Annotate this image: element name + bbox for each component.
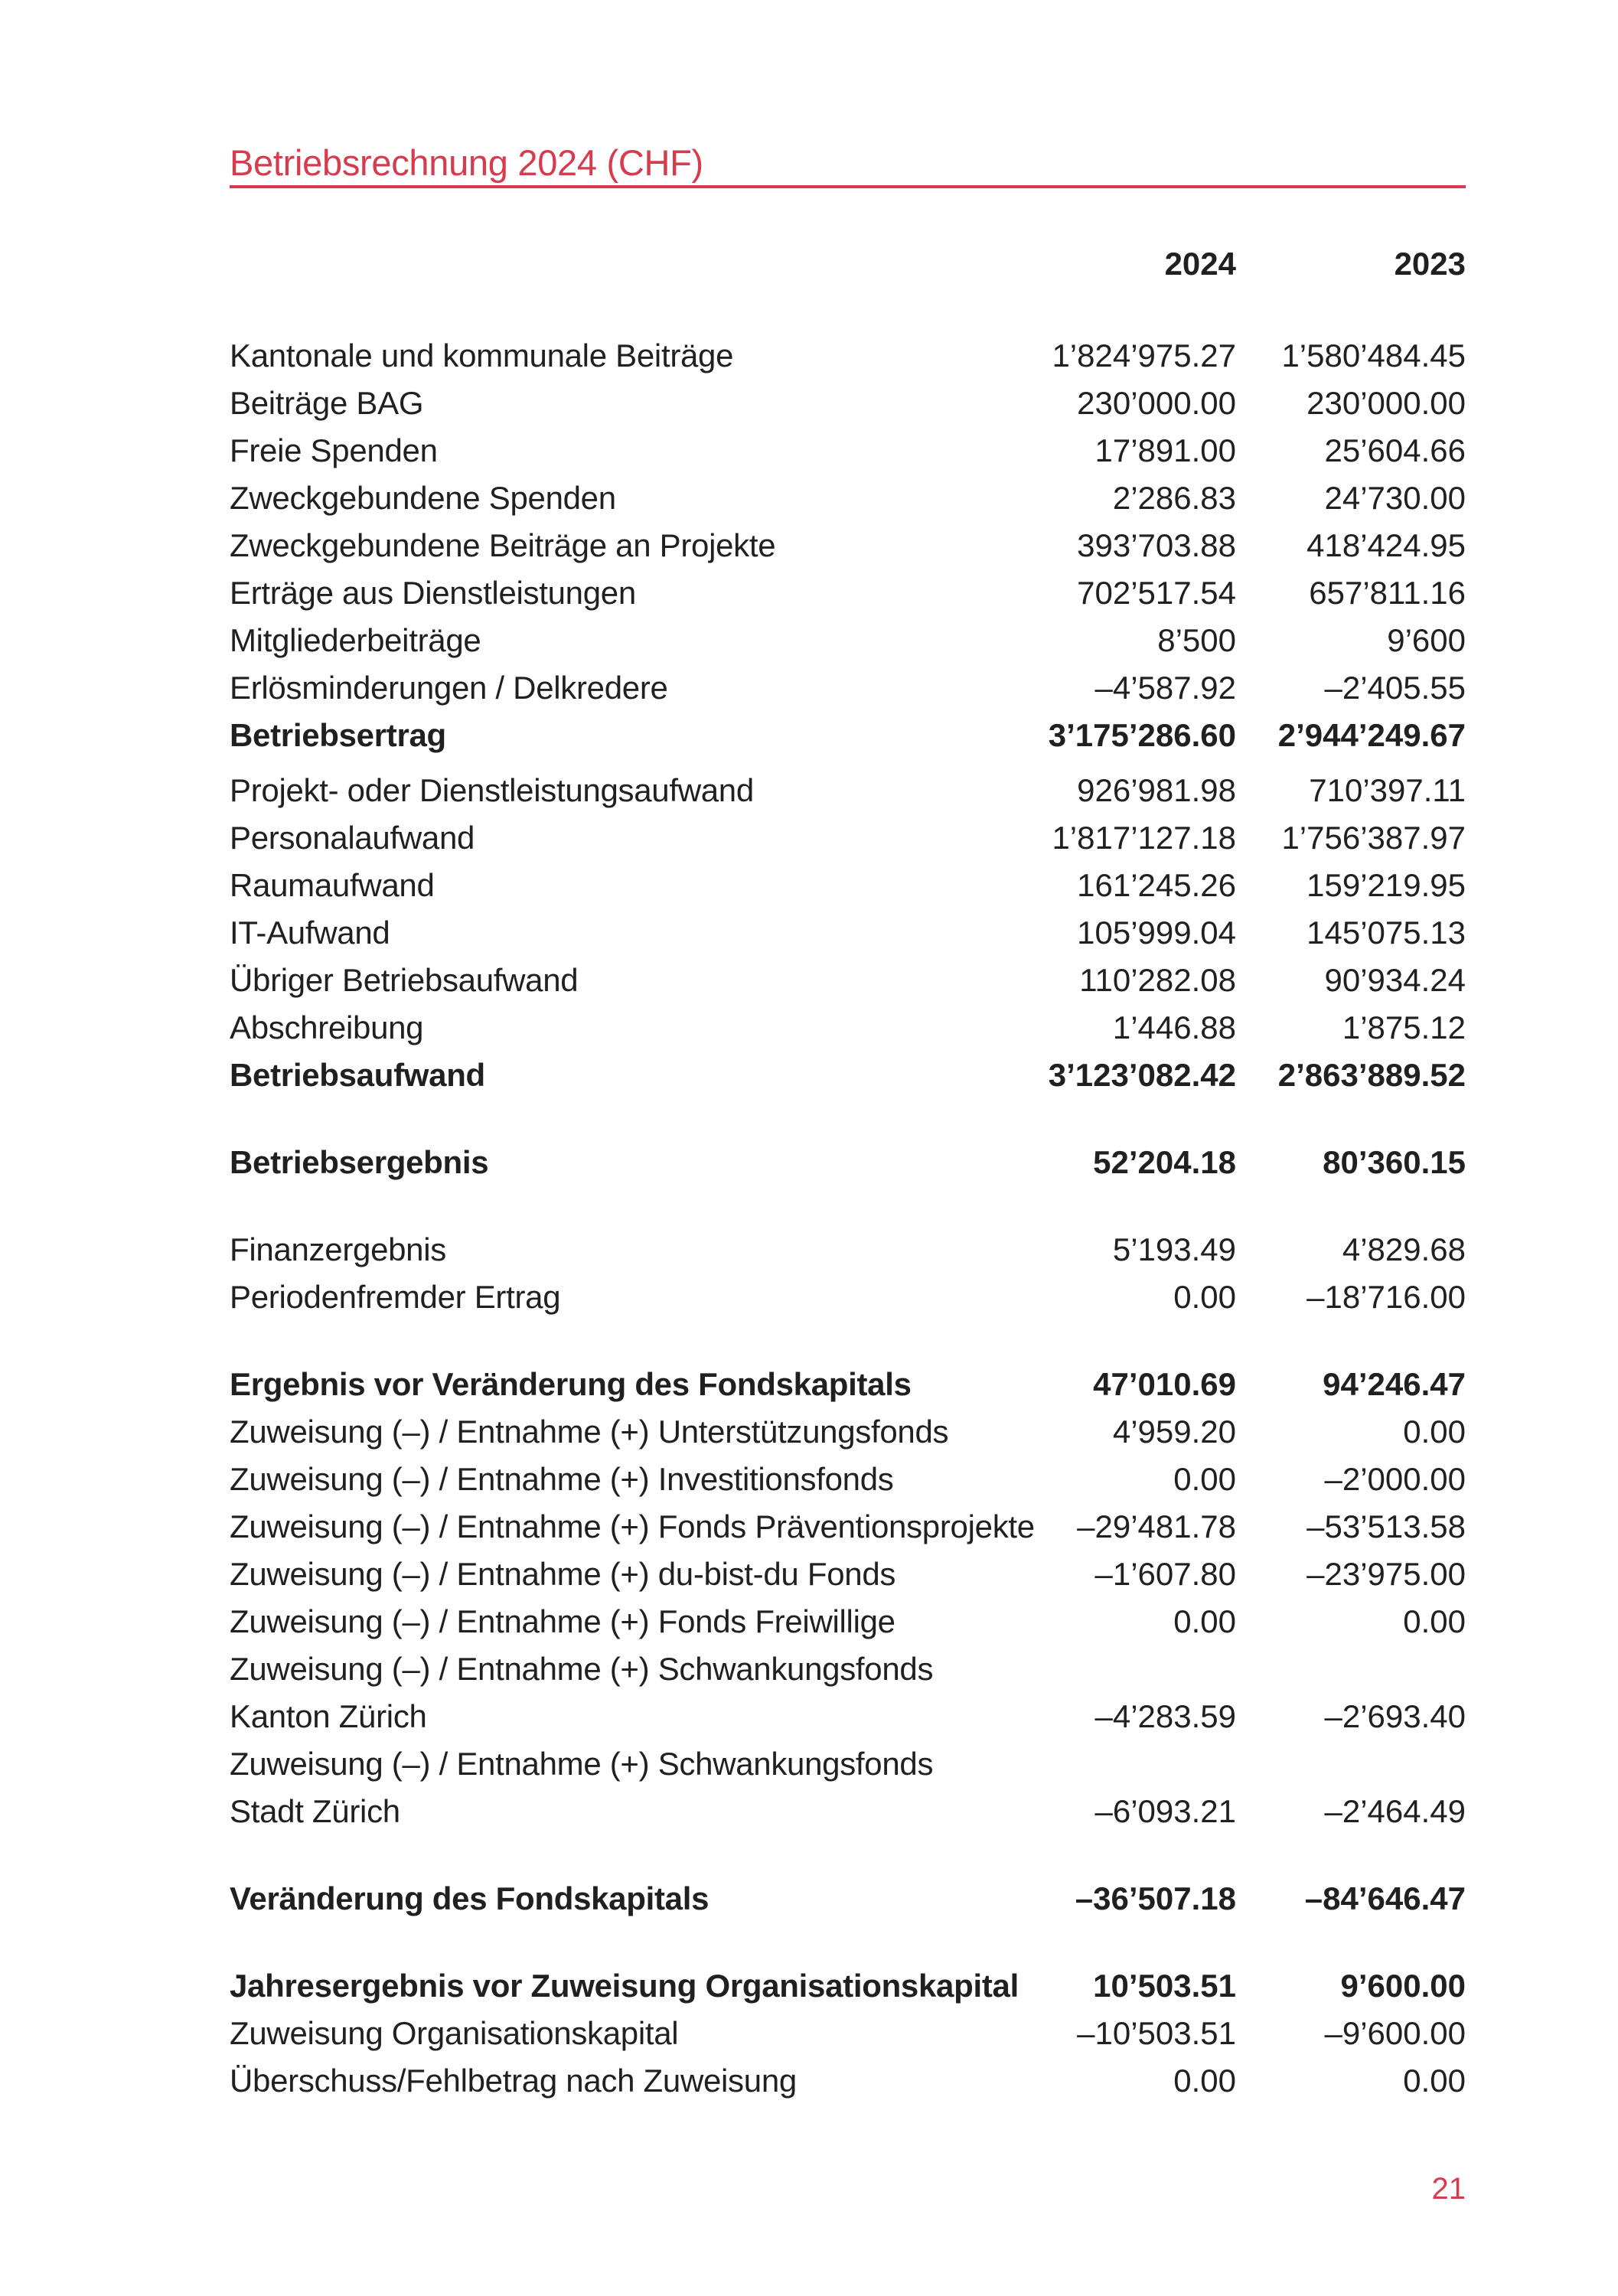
row-label: IT-Aufwand (230, 915, 390, 951)
value-2023: 9’600.00 (1340, 1968, 1466, 2004)
row-label: Personalaufwand (230, 820, 475, 856)
value-2023: 710’397.11 (1309, 772, 1466, 808)
row-label: Raumaufwand (230, 867, 435, 903)
page-content (230, 0, 1466, 2105)
row-label: Zuweisung (–) / Entnahme (+) Investitionsfonds (230, 1461, 894, 1497)
row-label: Kantonale und kommunale Beiträge (230, 338, 734, 373)
value-2024: 17’891.00 (1094, 432, 1236, 468)
value-2024: –10’503.51 (1077, 2015, 1236, 2051)
row-label: Zuweisung (–) / Entnahme (+) Schwankungsfonds (230, 1651, 934, 1687)
value-2024: 8’500 (1157, 622, 1236, 658)
page-number: 21 (1431, 2172, 1466, 2206)
value-2023: 1’580’484.45 (1281, 338, 1466, 373)
value-2023: 230’000.00 (1306, 385, 1466, 421)
table-row (230, 1408, 1466, 1456)
value-2023: 4’829.68 (1342, 1231, 1466, 1267)
table-row (230, 1004, 1466, 1052)
value-2023: 25’604.66 (1324, 432, 1466, 468)
value-2024: 3’123’082.42 (1048, 1057, 1236, 1093)
row-label: Erträge aus Dienstleistungen (230, 575, 636, 611)
value-2023: –53’513.58 (1306, 1508, 1466, 1544)
table-row (230, 1226, 1466, 1274)
column-header-2023: 2023 (1394, 246, 1466, 282)
table-row (230, 1551, 1466, 1598)
value-2024: 1’446.88 (1112, 1009, 1236, 1045)
value-2024: 230’000.00 (1077, 385, 1236, 421)
value-2024: 1’817’127.18 (1052, 820, 1236, 856)
value-2024: 0.00 (1173, 2063, 1236, 2099)
value-2024: 5’193.49 (1112, 1231, 1236, 1267)
table-column-headers (230, 240, 1466, 288)
value-2023: 657’811.16 (1309, 575, 1466, 611)
table-row (230, 814, 1466, 862)
row-label: Zuweisung (–) / Entnahme (+) du-bist-du Fonds (230, 1556, 896, 1592)
row-label: Zuweisung (–) / Entnahme (+) Fonds Präventionsprojekte (230, 1508, 1035, 1544)
value-2023: 2’944’249.67 (1277, 717, 1466, 753)
value-2023: 0.00 (1403, 2063, 1466, 2099)
value-2024: 0.00 (1173, 1279, 1236, 1315)
row-label: Erlösminderungen / Delkredere (230, 670, 668, 706)
value-2024: 4’959.20 (1112, 1414, 1236, 1450)
row-label: Überschuss/Fehlbetrag nach Zuweisung (230, 2063, 797, 2099)
table-row (230, 427, 1466, 475)
value-2023: –23’975.00 (1306, 1556, 1466, 1592)
row-label: Zuweisung Organisationskapital (230, 2015, 679, 2051)
column-header-2024: 2024 (1164, 246, 1236, 282)
row-label: Finanzergebnis (230, 1231, 446, 1267)
table-row (230, 569, 1466, 617)
value-2024: 702’517.54 (1077, 575, 1236, 611)
table-row (230, 1875, 1466, 1923)
row-label: Mitgliederbeiträge (230, 622, 481, 658)
value-2023: –2’000.00 (1324, 1461, 1466, 1497)
value-2023: –18’716.00 (1306, 1279, 1466, 1315)
row-label: Beiträge BAG (230, 385, 424, 421)
page-title: Betriebsrechnung 2024 (CHF) (230, 142, 703, 183)
table-row (230, 1788, 1466, 1835)
value-2024: 0.00 (1173, 1603, 1236, 1639)
table-row (230, 475, 1466, 522)
value-2024: 52’204.18 (1093, 1144, 1236, 1180)
table-row (230, 1962, 1466, 2010)
row-label: Stadt Zürich (230, 1793, 400, 1829)
row-label: Zuweisung (–) / Entnahme (+) Unterstützungsfonds (230, 1414, 949, 1450)
title-rule (230, 185, 1466, 188)
row-label: Veränderung des Fondskapitals (230, 1880, 710, 1916)
value-2023: –2’405.55 (1324, 670, 1466, 706)
row-label: Jahresergebnis vor Zuweisung Organisationskapital (230, 1968, 1019, 2004)
row-label: Zweckgebundene Spenden (230, 480, 616, 516)
table-row (230, 767, 1466, 814)
table-row (230, 1503, 1466, 1551)
value-2023: 145’075.13 (1306, 915, 1466, 951)
value-2024: –1’607.80 (1094, 1556, 1236, 1592)
value-2024: 0.00 (1173, 1461, 1236, 1497)
value-2023: 1’875.12 (1342, 1009, 1466, 1045)
value-2024: 926’981.98 (1077, 772, 1236, 808)
table-row (230, 909, 1466, 957)
row-label: Projekt- oder Dienstleistungsaufwand (230, 772, 754, 808)
row-label: Periodenfremder Ertrag (230, 1279, 561, 1315)
row-label: Zuweisung (–) / Entnahme (+) Fonds Freiwillige (230, 1603, 895, 1639)
value-2023: 418’424.95 (1306, 527, 1466, 563)
value-2023: 24’730.00 (1324, 480, 1466, 516)
value-2024: 3’175’286.60 (1048, 717, 1236, 753)
value-2024: 2’286.83 (1112, 480, 1236, 516)
table-row (230, 957, 1466, 1004)
value-2023: –2’693.40 (1324, 1698, 1466, 1734)
row-label: Betriebsaufwand (230, 1057, 485, 1093)
value-2024: 1’824’975.27 (1052, 338, 1236, 373)
table-row (230, 1361, 1466, 1408)
table-row (230, 1598, 1466, 1645)
row-label: Zweckgebundene Beiträge an Projekte (230, 527, 776, 563)
value-2023: 9’600 (1387, 622, 1466, 658)
row-label: Freie Spenden (230, 432, 438, 468)
table-row (230, 2057, 1466, 2105)
table-row (230, 1740, 1466, 1788)
table-row (230, 1052, 1466, 1099)
table-row (230, 332, 1466, 380)
table-row (230, 2010, 1466, 2057)
table-row (230, 1693, 1466, 1740)
value-2023: 159’219.95 (1306, 867, 1466, 903)
value-2023: –9’600.00 (1324, 2015, 1466, 2051)
value-2023: 90’934.24 (1324, 962, 1466, 998)
table-row (230, 664, 1466, 712)
value-2023: 0.00 (1403, 1603, 1466, 1639)
value-2023: –84’646.47 (1304, 1880, 1466, 1916)
value-2023: 1’756’387.97 (1281, 820, 1466, 856)
value-2024: –29’481.78 (1077, 1508, 1236, 1544)
value-2024: 47’010.69 (1093, 1366, 1236, 1402)
value-2023: 2’863’889.52 (1277, 1057, 1466, 1093)
value-2024: 110’282.08 (1079, 962, 1236, 998)
value-2024: –6’093.21 (1094, 1793, 1236, 1829)
table-rows (230, 332, 1466, 2105)
row-label: Übriger Betriebsaufwand (230, 962, 579, 998)
table-row (230, 1645, 1466, 1693)
row-label: Betriebsertrag (230, 717, 446, 753)
value-2024: 161’245.26 (1077, 867, 1236, 903)
row-label: Kanton Zürich (230, 1698, 427, 1734)
value-2024: –4’587.92 (1094, 670, 1236, 706)
value-2024: 105’999.04 (1077, 915, 1236, 951)
table-row (230, 712, 1466, 759)
table-row (230, 1456, 1466, 1503)
value-2024: –4’283.59 (1094, 1698, 1236, 1734)
row-label: Abschreibung (230, 1009, 424, 1045)
table-row (230, 1139, 1466, 1186)
table-row (230, 522, 1466, 569)
value-2023: –2’464.49 (1324, 1793, 1466, 1829)
table-row (230, 1274, 1466, 1321)
row-label: Betriebsergebnis (230, 1144, 489, 1180)
row-label: Zuweisung (–) / Entnahme (+) Schwankungsfonds (230, 1746, 934, 1782)
table-row (230, 617, 1466, 664)
value-2023: 80’360.15 (1323, 1144, 1466, 1180)
value-2023: 94’246.47 (1323, 1366, 1466, 1402)
value-2024: 10’503.51 (1093, 1968, 1236, 2004)
value-2024: 393’703.88 (1077, 527, 1236, 563)
value-2023: 0.00 (1403, 1414, 1466, 1450)
table-row (230, 380, 1466, 427)
value-2024: –36’507.18 (1075, 1880, 1236, 1916)
table-row (230, 862, 1466, 909)
row-label: Ergebnis vor Veränderung des Fondskapitals (230, 1366, 912, 1402)
